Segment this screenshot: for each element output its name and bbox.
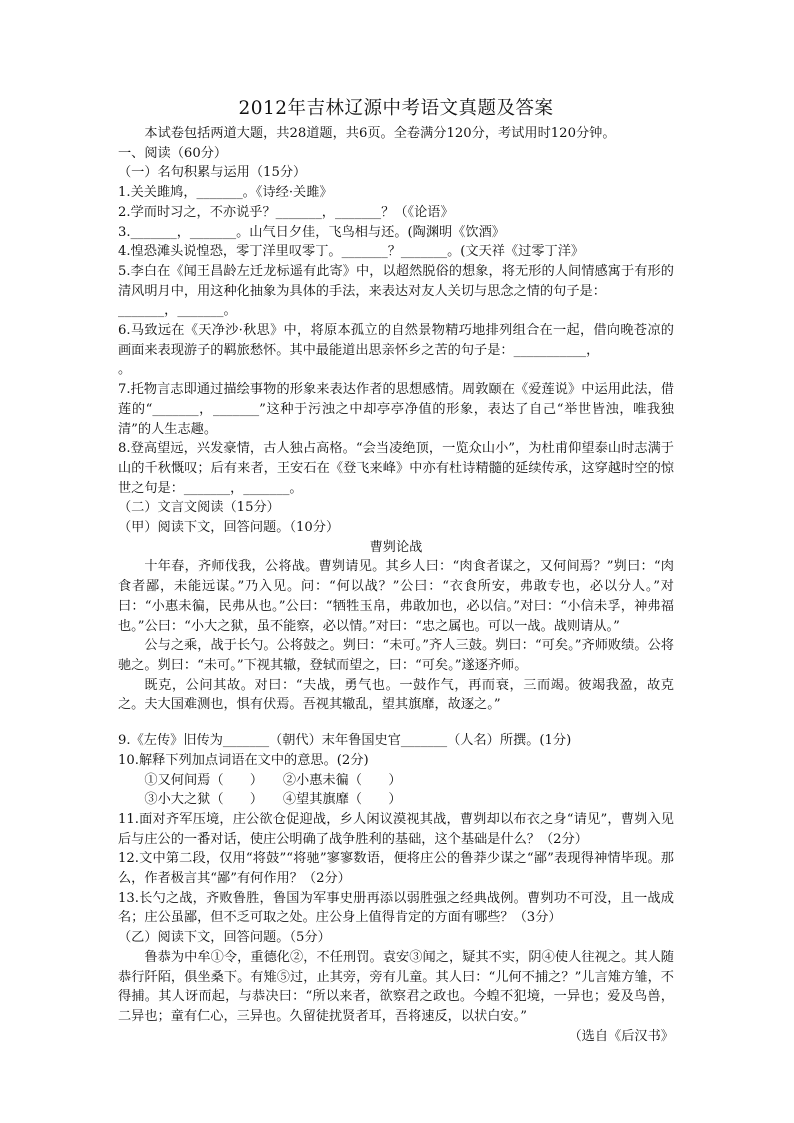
question-6-answer-line: 。 [118, 362, 132, 378]
part-jia-heading: （甲）阅读下文，回答问题。（10分） [118, 520, 340, 536]
question-6: 6.马致远在《天净沙·秋思》中，将原本孤立的自然景物精巧地排列组合在一起，借向晚苍凉的画面来表现游子的羁旅愁怀。其中最能道出思亲怀乡之苦的句子是：___________， [118, 323, 674, 358]
question-13: 13.长勺之战，齐败鲁胜，鲁国为军事史册再添以弱胜强之经典战例。曹刿功不可没，且一战成名；庄公虽鄙，但不乏可取之处。庄公身上值得肯定的方面有哪些？（3分） [118, 890, 674, 926]
question-4: 4.惶恐滩头说惶恐，零丁洋里叹零丁。_______？_______。(文天祥《过零丁洋》 [118, 244, 585, 260]
passage-yi-paragraph: 鲁恭为中牟①令，重德化②，不任刑罚。袁安③闻之，疑其不实，阴④使人往视之。其人随恭行阡陌，俱坐桑下。有雉⑤过，止其旁，旁有儿童。其人曰：“儿何不捕之？”儿言雉方雏，不得捕。其人讶而起，与恭决曰：“所以来者，欲察君之政也。今蝗不犯境，一异也；爱及鸟兽，二异也；童有仁心，三异也。久留徒扰贤者耳，吾将速反，以状白安。” [118, 949, 674, 1024]
question-5: 5.李白在《闻王昌龄左迁龙标遥有此寄》中，以超然脱俗的想象，将无形的人间情感寓于有形的清风明月中，用这种化抽象为具体的手法，来表达对友人关切与思念之情的句子是： [118, 263, 674, 299]
part-yi-heading: （乙）阅读下文，回答问题。（5分） [118, 930, 331, 946]
intro-text: 本试卷包括两道大题，共28道题，共6页。全卷满分120分，考试用时120分钟。 [144, 126, 616, 141]
section2-heading: （二）文言文阅读（15分） [118, 500, 280, 516]
question-3: 3._______，_______。山气日夕佳，飞鸟相与还。(陶渊明《饮酒》 [118, 224, 505, 240]
passage-paragraph-1: 十年春，齐师伐我，公将战。曹刿请见。其乡人曰：“肉食者谋之，又何间焉？”刿曰：“肉食者鄙，未能远谋。”乃入见。问：“何以战？”公曰：“衣食所安，弗敢专也，必以分人。”对曰：“小惠未徧，民弗从也。”公曰：“牺牲玉帛，弗敢加也，必以信。”对曰：“小信未孚，神弗福也。”公曰：“小大之狱，虽不能察，必以情。”对曰：“忠之属也。可以一战。战则请从。” [118, 559, 674, 634]
question-10: 10.解释下列加点词语在文中的意思。(2分) [118, 752, 369, 768]
passage-source: （选自《后汉书》 [568, 1028, 674, 1044]
question-1: 1.关关雎鸠，_______。《诗经·关雎》 [118, 185, 333, 201]
passage-paragraph-2: 公与之乘，战于长勺。公将鼓之。刿曰：“未可。”齐人三鼓。刿曰：“可矣。”齐师败绩。公将驰之。刿曰：“未可。”下视其辙，登轼而望之，曰：“可矣。”遂逐齐师。 [118, 638, 674, 673]
question-5-answer-line: _______，_______。 [118, 303, 237, 319]
page-title: 2012年吉林辽源中考语文真题及答案 [238, 98, 554, 119]
part1-heading: 一、阅读（60分） [118, 145, 228, 161]
question-9: 9.《左传》旧传为_______（朝代）末年鲁国史官_______（人名）所撰。(1分) [118, 733, 572, 749]
passage-title: 曹刿论战 [369, 539, 423, 555]
question-8: 8.登高望远，兴发豪情，古人独占高格。“会当凌绝顶，一览众山小”，为杜甫仰望泰山时志满于山的千秋慨叹；后有来者，王安石在《登飞来峰》中亦有杜诗精髓的延续传承，这穿越时空的惊世之句是：_______，_______。 [118, 441, 674, 496]
question-12: 12.文中第二段，仅用“将鼓”“将驰”寥寥数语，便将庄公的鲁莽少谋之“鄙”表现得神情毕现。那么，作者极言其“鄙”有何作用？（2分） [118, 851, 674, 887]
spacer [118, 715, 674, 731]
passage-paragraph-3: 既克，公问其故。对曰：“夫战，勇气也。一鼓作气，再而衰，三而竭。彼竭我盈，故克之。夫大国难测也，惧有伏焉。吾视其辙乱，望其旗靡，故逐之。” [118, 677, 674, 713]
question-10-row-2: ③小大之狱（ ） ④望其旗靡（ ） [144, 792, 402, 808]
section1-heading: （一）名句积累与运用（15分） [118, 165, 307, 181]
question-2: 2.学而时习之，不亦说乎？_______，_______？（《论语》 [118, 204, 454, 220]
question-11: 11.面对齐军压境，庄公欲仓促迎战，乡人闲议漠视其战，曹刿却以布衣之身“请见”，曹刿入见后与庄公的一番对话，使庄公明确了战争胜利的基础，这个基础是什么？（2分） [118, 811, 674, 847]
question-10-row-1: ①又何间焉（ ） ②小惠未徧（ ） [144, 772, 402, 788]
question-7: 7.托物言志即通过描绘事物的形象来表达作者的思想感情。周敦颐在《爱莲说》中运用此法，借莲的“_______，_______”这种于污浊之中却亭亭净值的形象，表达了自己“举世皆浊，唯我独清”的人生志趣。 [118, 382, 674, 437]
